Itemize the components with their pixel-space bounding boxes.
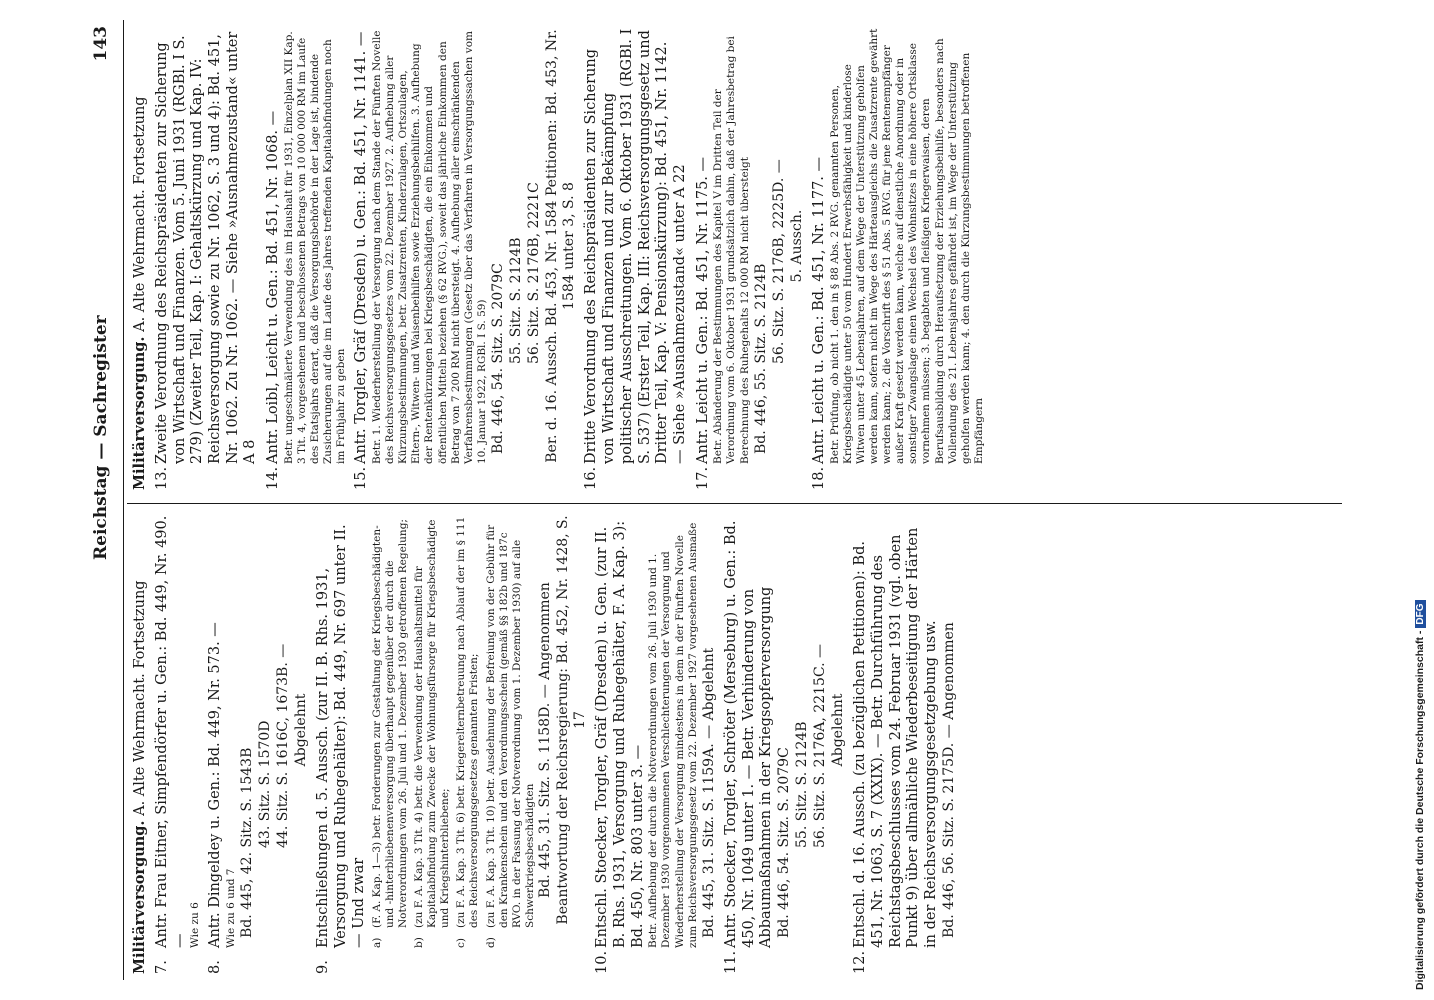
sub-entry [371,512,410,948]
entry-main-text: Antr. Leicht u. Gen.: Bd. 451, Nr. 1175. — [694,156,711,464]
entry-number: 12. [852,950,869,974]
sub-entry-description: (zu F. A. Kap. 3 Tit. 6) betr. Kriegerelternbetreuung nach Ablauf der im § 111 des Reichsversorgungsgesetzes genannten Fristen; [455,516,481,928]
register-entry [154,28,260,490]
entry-number: 10. [594,950,611,974]
entry-reference: 56. Sitz. S. 2176B, 2225D. — [770,159,787,364]
right-entry-list [154,28,986,490]
digitization-credit [1414,601,1426,991]
register-entry [852,512,958,974]
header-rule [123,20,124,980]
entry-outcome: Abgelehnt [293,693,310,767]
register-entry [811,28,986,490]
entry-reference: 56. Sitz. S. 2176B, 2221C [526,182,543,364]
left-column [131,512,1341,974]
sub-entry [413,512,452,948]
register-entry [353,28,578,490]
register-entry [723,512,847,974]
page-number: 143 [91,26,111,62]
entry-description: Betr. Aufhebung der durch die Notverordnungen vom 26. Juli 1930 und 1. Dezember 1930 vorgenommenen Verschlechterungen der Versorgung und Wiederherstellung der Versorgung mindestens in dem in der Fünften Novelle zum Reichsversorgungsgesetz vom 22. Dezember 1927 vorgesehenen Ausmaße [647,522,699,948]
entry-number: 17. [694,466,711,490]
credit-text: Digitalisierung gefördert durch die Deutsche Forschungsgemeinschaft - [1414,630,1426,990]
column-heading-rest: A. Alte Wehrmacht. Fortsetzung [132,96,148,337]
entry-description: Betr. Abänderung der Bestimmungen des Kapitel V im Dritten Teil der Verordnung vom 6. Oktober 1931 grundsätzlich dahin, daß der Jahresbetrag bei Berechnung des Ruhegehalts 12 000 RM nicht übersteigt [712,36,751,464]
entry-reference: 43. Sitz. S. 1570D [257,720,274,848]
entry-outcome: Ber. d. 16. Aussch. Bd. 453, Nr. 1584 Petitionen: Bd. 453, Nr. 1584 unter 3, S. 8 [544,29,578,463]
column-heading [131,512,150,974]
register-entry [207,512,310,974]
entry-reference: 44. Sitz. S. 1616C, 1673B. — [275,643,292,848]
entry-reference: Bd. 446, 56. Sitz. S. 2175D. — Angenommen [940,622,957,938]
entry-number: 13. [153,466,170,490]
entry-number: 18. [810,466,827,490]
entry-reference: Bd. 445, 42. Sitz. S. 1543B [239,747,256,938]
sub-entry-label: a) [370,937,383,948]
entry-reference: Bd. 446, 54. Sitz. S. 2079C [775,747,792,938]
entry-description: Betr. 1. Wiederherstellung der Versorgung nach dem Stande der Fünften Novelle des Reichsversorgungsgesetzes vom 22. Dezember 1927. 2. Aufhebung aller Kürzungsbestimmungen, betr. Zusatzrenten, Kinderzulagen, Ortszulagen, Eltern-, Witwen- und Waisenbeihilfen sowie Erziehungsbeihilfen. 3. Aufhebung der Rentenkürzungen bei Kriegsbeschädigten, die ein Einkommen und öffentlichen Mitteln beziehen (§ 62 RVG.), soweit das jährliche Einkommen den Betrag von 7 200 RM nicht übersteigt. 4. Aufhebung aller einschränkenden Verfahrensbestimmungen (Gesetz über das Verfahren in Versorgungssachen vom 10. Januar 1922, RGBl. I S. 59) [370,30,488,464]
right-column [131,28,1341,490]
dfg-logo: DFG [1415,601,1426,628]
rotated-document-page [85,20,1345,980]
entry-reference: Bd. 446, 54. Sitz. S. 2079C [490,263,507,454]
entry-main-text: Antr. Stoecker, Torgler, Schröter (Merseburg) u. Gen.: Bd. 450, Nr. 1049 unter 1. — Betr. Verhinderung von Abbaumaßnahmen in der Kriegsopferversorgung [722,520,775,948]
entry-reference: Bd. 446, 55. Sitz. S. 2124B [752,263,769,454]
sub-entry-description: (F. A. Kap. 1—3) betr. Forderungen zur Gestaltung der Kriegsbeschädigten- und -hinterbliebenenversorgung überhaupt gegenüber der durch die Notverordnungen vom 26. Juli und 1. Dezember 1930 getroffenen Regelung; [370,519,409,928]
sub-entry-label: b) [412,937,425,948]
entry-number: 8. [207,960,224,974]
entry-reference: 55. Sitz. S. 2124B [794,721,811,848]
register-entry [594,512,718,974]
sub-entry-reference: Bd. 445, 31. Sitz. S. 1158D. — Angenommen [537,582,554,898]
entry-description: Wie zu 6 und 7 [225,868,238,948]
register-entry [315,512,589,974]
column-heading-rest: A. Alte Wehrmacht. Fortsetzung [132,580,148,821]
entry-main-text: Antr. Torgler, Gräf (Dresden) u. Gen.: Bd. 451, Nr. 1141. — [353,31,370,464]
entry-number: 16. [583,466,600,490]
register-entry [695,28,806,490]
entry-outcome: Abgelehnt [830,693,847,767]
column-divider [127,503,1342,504]
entry-number: 9. [315,960,332,974]
entry-reference: Bd. 445, 31. Sitz. S. 1159A. — Abgelehnt [700,647,717,938]
left-entry-list [154,512,958,974]
sub-entry-outcome: Beantwortung der Reichsregierung: Bd. 452, Nr. 1428, S. 17 [555,515,589,925]
entry-number: 14. [264,466,281,490]
entry-main-text: Antr. Loibl, Leicht u. Gen.: Bd. 451, Nr. 1068. — [264,110,281,464]
entry-main-text: Entschl. d. 16. Aussch. (zu bezüglichen Petitionen): Bd. 451, Nr. 1063, S. 7 (XXIX). — Betr. Durchführung des Reichstagsbeschlusses vom 24. Februar 1931 (vgl. oben Punkt 9) über allmähliche Wiederbeseitigung der Härten in der Reichsversorgungsgesetzgebung usw. [852,527,940,948]
sub-entry [455,512,481,948]
entry-description: Wie zu 6 [189,902,202,948]
running-title: Reichstag — Sachregister [91,315,111,560]
entry-main-text: Entschl. Stoecker, Torgler, Gräf (Dresden) u. Gen. (zur II. B. Rhs. 1931, Versorgung und Ruhegehälter, F. A. Kap. 3): Bd. 450, Nr. 803 unter 3. — [594,520,646,948]
entry-outcome: 5. Aussch. [788,209,805,283]
entry-reference: 55. Sitz. S. 2124B [508,237,525,364]
register-entry [154,512,203,974]
entry-number: 11. [722,950,739,974]
entry-main-text: Antr. Frau Eitner, Simpfendörfer u. Gen.: Bd. 449, Nr. 490. — [153,515,188,948]
entry-number: 15. [353,466,370,490]
sub-entry-description: (zu F. A. Kap. 3 Tit. 4) betr. die Verwendung der Haushaltsmittel für Kapitalabfindung zum Zwecke der Wohnungsfürsorge für Kriegsbeschädigte und Kriegshinterbliebene; [412,519,452,928]
column-heading [131,28,150,490]
column-heading-bold: Militärversorgung. [131,820,148,974]
entry-description: Betr. Prüfung, ob nicht 1. den in § 88 Abs. 2 RVG. genannten Personen, Kriegsbeschädigte unter 50 vom Hundert Erwerbsfähigkeit und kinderlose Witwen unter 45 Lebensjahren, auf dem Wege der Unterstützung geholfen werden kann, sofern nicht im Wege des Härteausgleichs die Zusatzrente gewährt werden kann; 2. die Vorschrift des § 51 Abs. 5 RVG. für jene Rentenempfänger außer Kraft gesetzt werden kann, welche auf dienstliche Anordnung oder in sonstiger Zwangslage einen Wechsel des Wohnsitzes in eine höhere Ortsklasse vornehmen müssen; 3. begabten und fleißigen Kriegerwaisen, deren Berufsausbildung durch Heraufsetzung der Erziehungsbeihilfe, besonders nach Vollendung des 21. Lebensjahres gefährdet ist, im Wege der Unterstützung geholfen werden kann; 4. den durch die Kürzungsbestimmungen betroffenen Empfängern [828,28,985,464]
entry-description: Betr. ungeschmälerte Verwendung des im Haushalt für 1931, Einzelplan XII Kap. 3 Tit. 4, vorgesehenen und beschlossenen Betrags von 10 000 000 RM im Laufe des Etatsjahrs derart, daß die Versorgungsbehörde in der Lage ist, bindende Zusicherungen auf die im Laufe des Jahres treffenden Kapitalabfindungen noch im Frühjahr zu geben [282,31,348,464]
column-heading-bold: Militärversorgung. [131,336,148,490]
sub-entry-label: c) [455,938,468,948]
entry-main-text: Entschließungen d. 5. Aussch. (zur II. B. Rhs. 1931, Versorgung und Ruhegehälter): Bd. 449, Nr. 697 unter II. — Und zwar [315,524,367,948]
page-header [85,20,119,980]
sub-entry-description: (zu F. A. Kap. 3 Tit. 10) betr. Ausdehnung der Befreiung von der Gebühr für den Krankenschein und den Verordnungsschein (gemäß §§ 182b und 187c RVO. in der Fassung der Notverordnung vom 1. Dezember 1930) auf alle Schwerkriegsbeschädigten [484,524,536,928]
entry-main-text: Zweite Verordnung des Reichspräsidenten zur Sicherung von Wirtschaft und Finanzen. Vom 5. Juni 1931 (RGBl. I S. 279) (Zweiter Teil, Kap. I: Gehaltskürzung und Kap. IV: Reichsversorgung sowie zu Nr. 1062, S. 3 und 4): Bd. 451, Nr. 1062. Zu Nr. 1062. — Siehe »Ausnahmezustand« unter A 8 [153,31,259,464]
sub-entry-label: d) [484,937,497,948]
entry-main-text: Antr. Dingeldey u. Gen.: Bd. 449, Nr. 573. — [207,622,224,948]
entry-main-text: Antr. Leicht u. Gen.: Bd. 451, Nr. 1177. — [810,156,827,464]
sub-entry [485,512,590,948]
register-entry [583,28,689,490]
entry-number: 7. [153,960,170,974]
entry-main-text: Dritte Verordnung des Reichspräsidenten zur Sicherung von Wirtschaft und Finanzen und zur Bekämpfung politischer Ausschreitungen. Vom 6. Oktober 1931 (RGBl. I S. 537) (Erster Teil, Kap. III: Reichsversorgungsgesetz und Dritter Teil, Kap. V: Pensionskürzung): Bd. 451, Nr. 1142. — Siehe »Ausnahmezustand« unter A 22 [583,28,688,464]
entry-reference: 56. Sitz. S. 2176A, 2215C. — [812,643,829,848]
register-entry [265,28,348,490]
